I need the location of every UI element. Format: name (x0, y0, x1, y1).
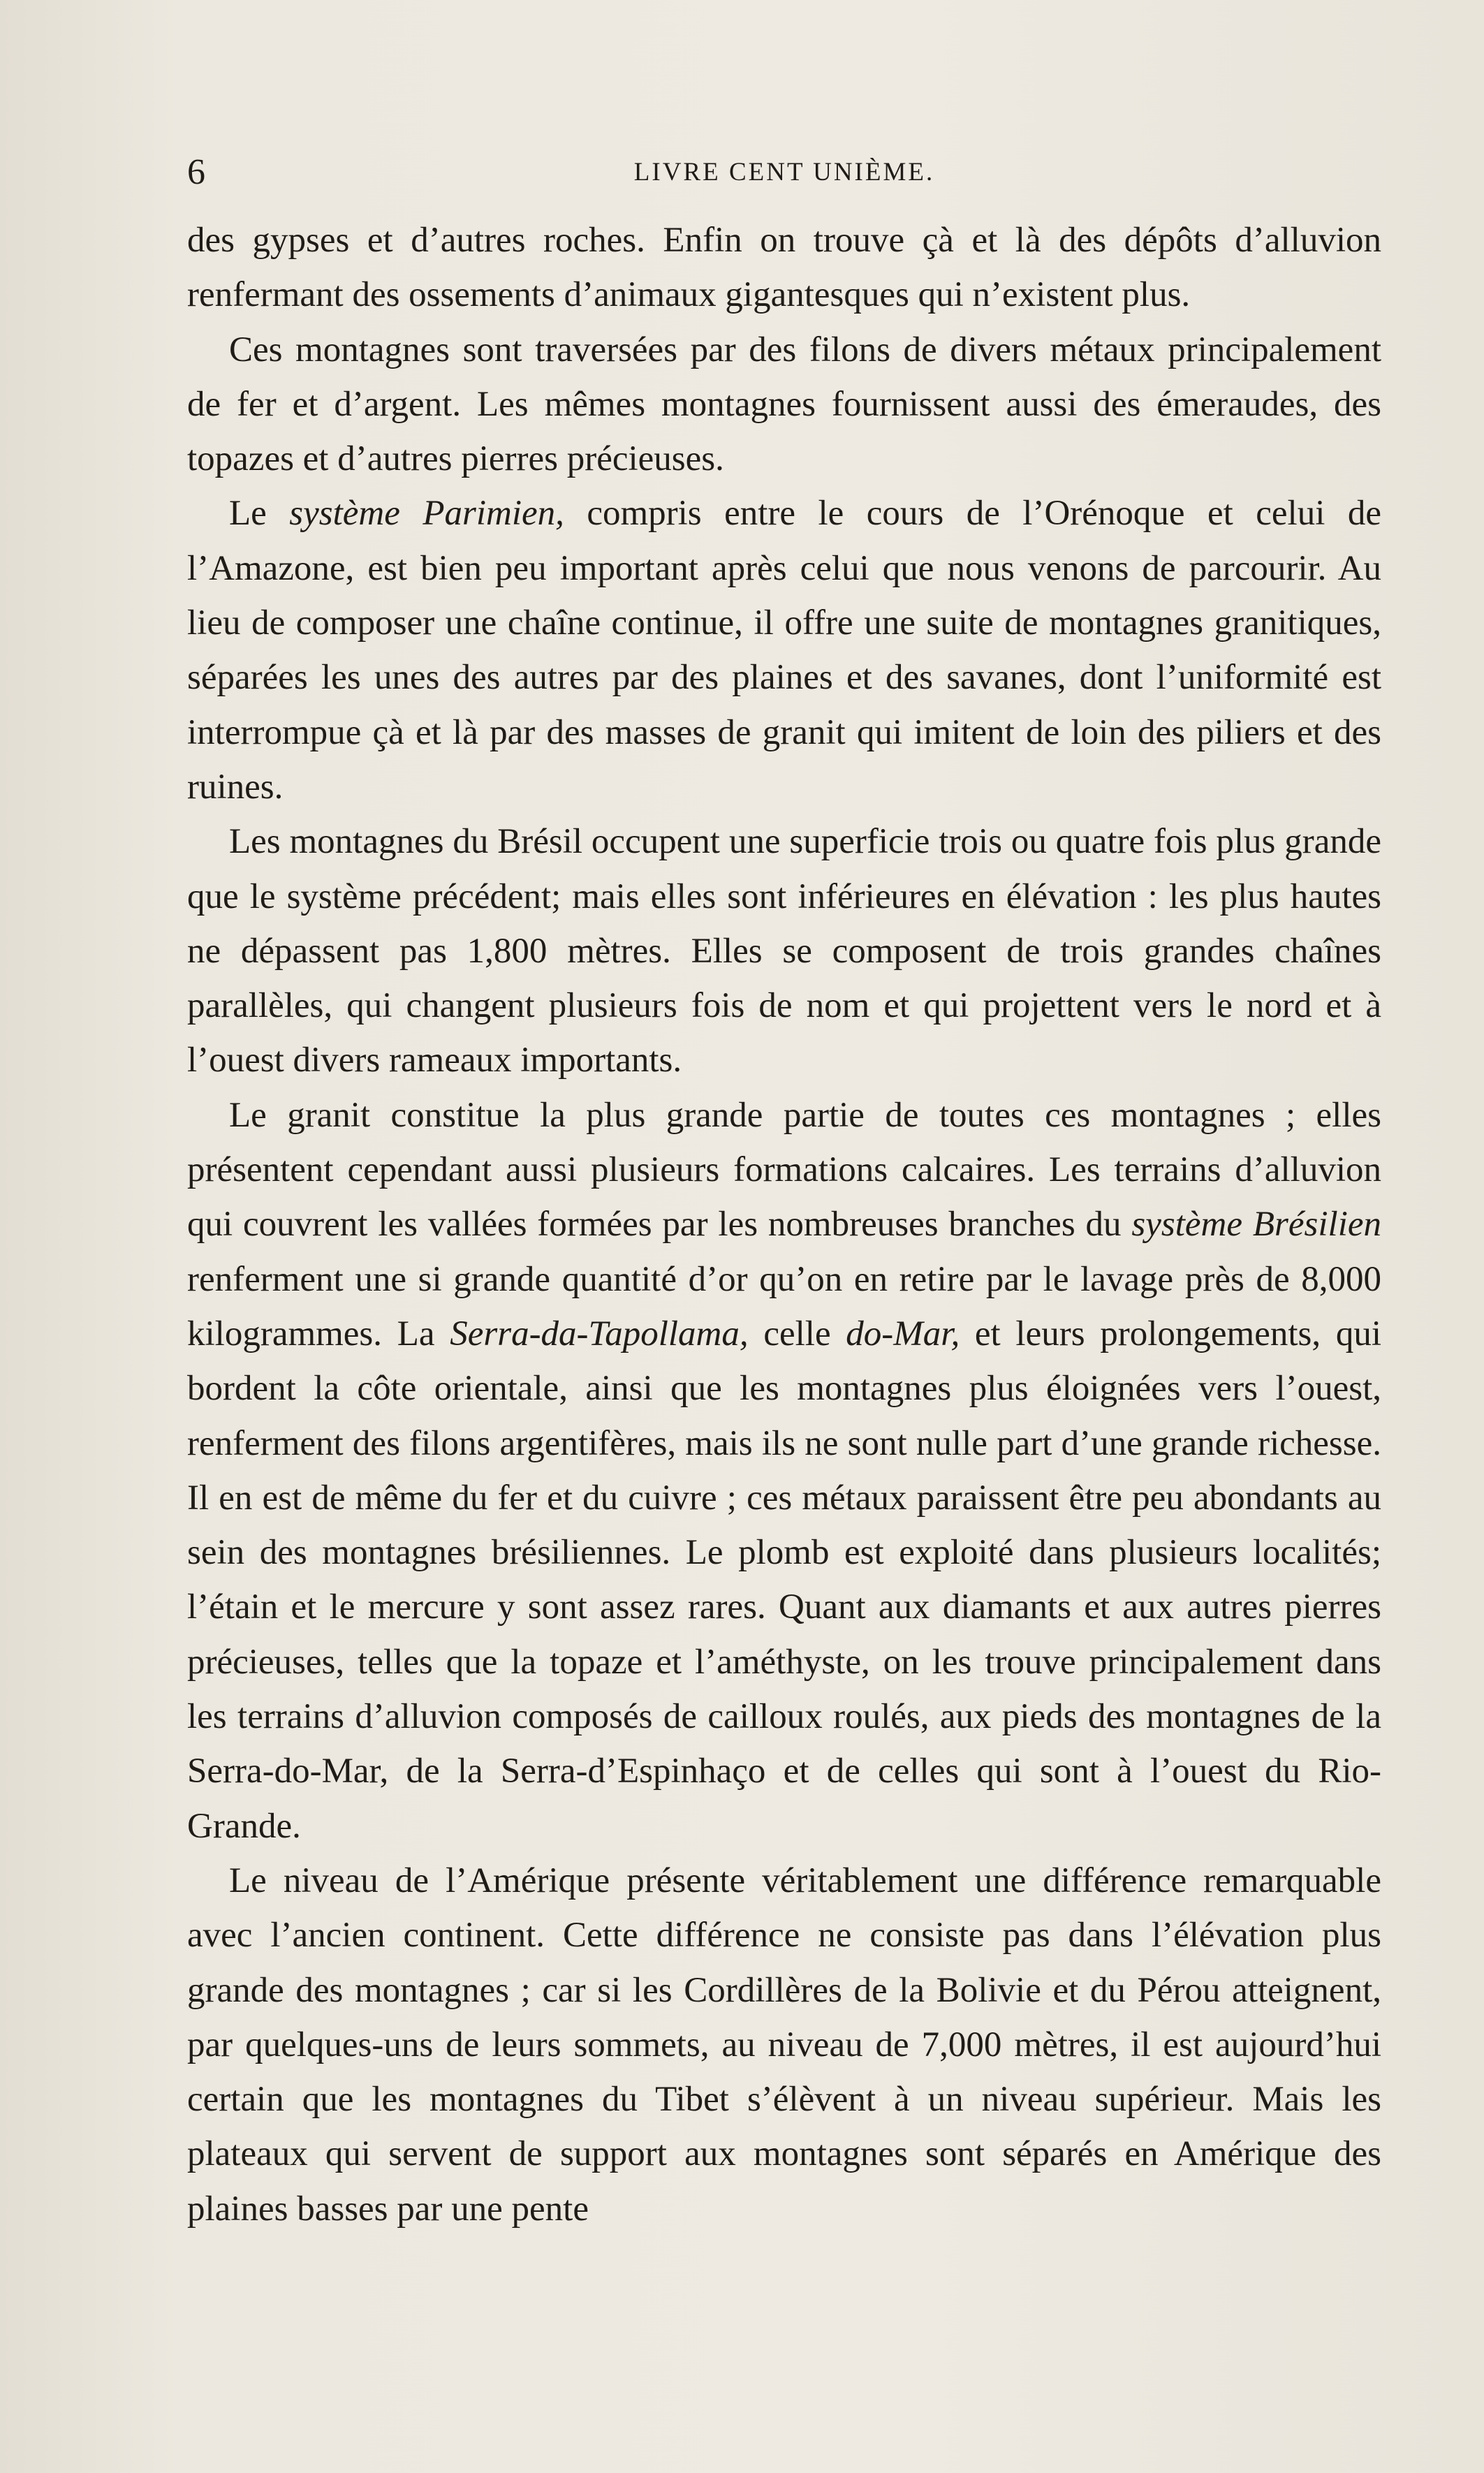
italic-term: do-Mar, (846, 1314, 960, 1353)
paragraph-text: Le niveau de l’Amérique présente véritablement une différence remarquable avec l’ancien continent. Cette différence ne consiste pas dans l’élévation plus grande des montagnes ; car si les Cordillères de la Bolivie et du Pérou atteignent, par quelques-uns de leurs sommets, au niveau de 7,000 mètres, il est aujourd’hui certain que les montagnes du Tibet s’élèvent à un niveau supérieur. Mais les plateaux qui servent de support aux montagnes sont séparés en Amérique des plaines basses par une pente (187, 1861, 1381, 2229)
running-title: LIVRE CENT UNIÈME. (633, 158, 935, 186)
paragraph-text: des gypses et d’autres roches. Enfin on trouve çà et là des dépôts d’alluvion renfermant des ossements d’animaux gigantesques qui n’existent plus. (187, 221, 1381, 315)
paragraph (187, 1854, 1381, 2236)
paragraph (187, 486, 1381, 814)
paragraph-text: Le granit constitue la plus grande partie de toutes ces montagnes ; elles présentent cependant aussi plusieurs formations calcaires. Les terrains d’alluvion qui couvrent les vallées formées par les nombreuses branches du (187, 1095, 1381, 1245)
paragraph-text: celle (748, 1314, 846, 1353)
page-header (187, 148, 1381, 197)
paragraph (187, 814, 1381, 1087)
paragraph-text: et leurs prolongements, qui bordent la côte orientale, ainsi que les montagnes plus éloignées vers l’ouest, renferment des filons argentifères, mais ils ne sont nulle part d’une grande richesse. Il en est de même du fer et du cuivre ; ces métaux paraissent être peu abondants au sein des montagnes brésiliennes. Le plomb est exploité dans plusieurs localités; l’étain et le mercure y sont assez rares. Quant aux diamants et aux autres pierres précieuses, telles que la topaze et l’améthyste, on les trouve principalement dans les terrains d’alluvion composés de cailloux roulés, aux pieds des montagnes de la Serra-do-Mar, de la Serra-d’Espinhaço et de celles qui sont à l’ouest du Rio-Grande. (187, 1314, 1381, 1846)
body-text (187, 213, 1381, 2236)
italic-term: système Parimien, (289, 494, 564, 534)
page-number: 6 (187, 152, 205, 192)
paragraph-text: compris entre le cours de l’Orénoque et celui de l’Amazone, est bien peu important après celui que nous venons de parcourir. Au lieu de composer une chaîne continue, il offre une suite de montagnes granitiques, séparées les unes des autres par des plaines et des savanes, dont l’uniformité est interrompue çà et là par des masses de granit qui imitent de loin des piliers et des ruines. (187, 494, 1381, 807)
italic-term: Serra-da-Tapollama, (450, 1314, 749, 1353)
italic-term: système Brésilien (1131, 1205, 1382, 1245)
paragraph-text: Le (229, 494, 290, 534)
paragraph (187, 323, 1381, 487)
paragraph-text: renferment une si grande quantité d’or qu’on en retire par le lavage près de 8,000 kilogrammes. La (187, 1259, 1381, 1353)
paragraph-text: Ces montagnes sont traversées par des filons de divers métaux principalement de fer et d’argent. Les mêmes montagnes fournissent aussi des émeraudes, des topazes et d’autres pierres précieuses. (187, 330, 1381, 479)
paragraph (187, 213, 1381, 323)
paragraph (187, 1088, 1381, 1854)
paragraph-text: Les montagnes du Brésil occupent une superficie trois ou quatre fois plus grande que le système précédent; mais elles sont inférieures en élévation : les plus hautes ne dépassent pas 1,800 mètres. Elles se composent de trois grandes chaînes parallèles, qui changent plusieurs fois de nom et qui projettent vers le nord et à l’ouest divers rameaux importants. (187, 822, 1381, 1080)
